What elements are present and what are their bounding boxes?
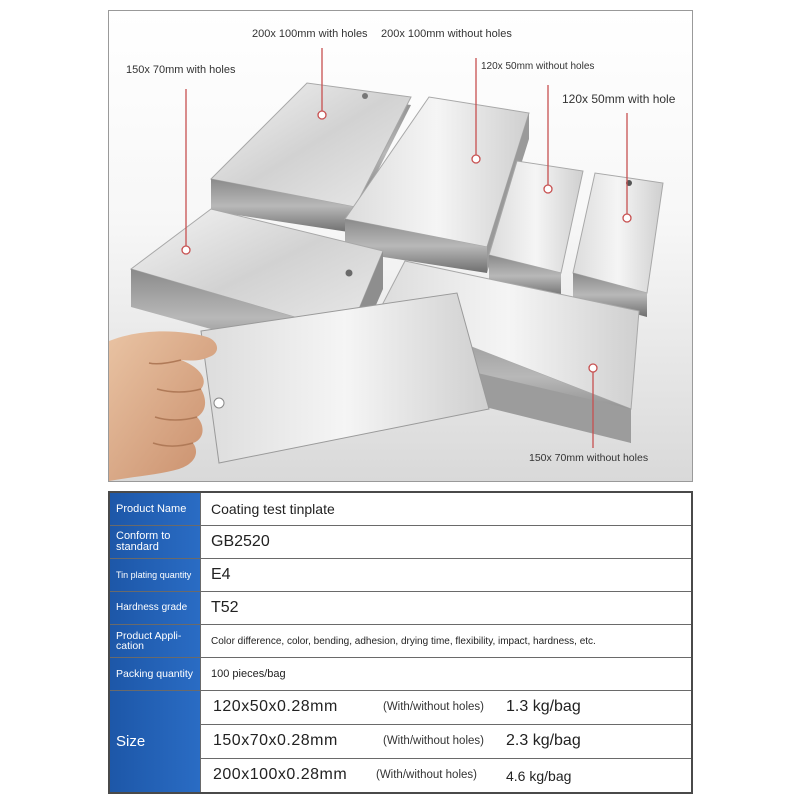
size-holes-note: (With/without holes) xyxy=(383,701,484,713)
table-row xyxy=(110,592,691,625)
row-label: Product Appli- cation xyxy=(110,625,201,657)
label-150x70-without-holes: 150x 70mm without holes xyxy=(529,452,649,464)
hand xyxy=(109,331,217,481)
row-value: T52 xyxy=(211,599,239,616)
table-row xyxy=(110,625,691,658)
row-label: Packing quantity xyxy=(110,658,201,690)
size-item xyxy=(201,759,691,793)
size-weight: 2.3 kg/bag xyxy=(506,732,581,749)
size-holes-note: (With/without holes) xyxy=(376,769,477,781)
row-label: Tin plating quantity xyxy=(110,559,201,591)
label-200x100-with-holes: 200x 100mm with holes xyxy=(252,28,368,40)
row-label: Product Name xyxy=(110,493,201,525)
tinplate-stacks-illustration xyxy=(109,11,693,482)
label-120x50-without-holes: 120x 50mm without holes xyxy=(481,61,595,72)
row-label: Conform to standard xyxy=(110,526,201,558)
label-150x70-with-holes: 150x 70mm with holes xyxy=(126,64,236,76)
label-120x50-with-hole: 120x 50mm with hole xyxy=(562,92,676,106)
row-value: Coating test tinplate xyxy=(211,501,335,517)
label-200x100-without-holes: 200x 100mm without holes xyxy=(381,28,512,40)
row-value: GB2520 xyxy=(211,533,270,550)
spec-table xyxy=(108,491,693,794)
table-row xyxy=(110,526,691,559)
size-dimensions: 200x100x0.28mm xyxy=(213,766,348,783)
size-row xyxy=(110,691,691,792)
row-value: Color difference, color, bending, adhesion, drying time, flexibility, impact, hardness, etc. xyxy=(211,635,596,647)
size-item xyxy=(201,725,691,759)
table-row xyxy=(110,658,691,691)
stack-120x50-with-hole xyxy=(573,173,663,317)
size-dimensions: 120x50x0.28mm xyxy=(213,698,338,715)
row-value: 100 pieces/bag xyxy=(211,668,286,680)
size-item xyxy=(201,691,691,725)
product-photo xyxy=(108,10,693,482)
size-dimensions: 150x70x0.28mm xyxy=(213,732,338,749)
size-holes-note: (With/without holes) xyxy=(383,735,484,747)
table-row xyxy=(110,559,691,592)
size-label: Size xyxy=(110,691,201,792)
size-weight: 1.3 kg/bag xyxy=(506,698,581,715)
row-value: E4 xyxy=(211,566,231,583)
table-row xyxy=(110,493,691,526)
size-weight: 4.6 kg/bag xyxy=(506,768,572,784)
row-label: Hardness grade xyxy=(110,592,201,624)
